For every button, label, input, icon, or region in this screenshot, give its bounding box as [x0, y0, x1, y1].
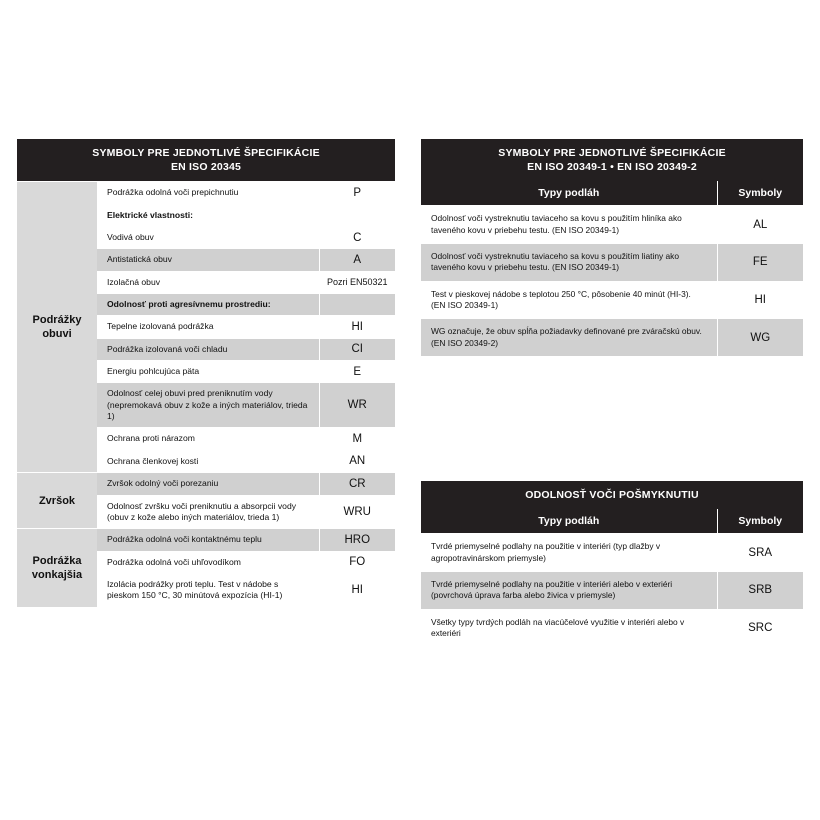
- table-row: [421, 281, 803, 319]
- spec-description: Energiu pohlcujúca päta: [97, 361, 319, 383]
- spec-symbol: HRO: [319, 529, 395, 551]
- spec-symbol: AL: [717, 206, 803, 244]
- spec-symbol: WRU: [319, 495, 395, 529]
- column-header-symbols: Symboly: [717, 181, 803, 206]
- table-row: [17, 473, 395, 495]
- section-label-soles-line2: obuvi: [42, 328, 72, 341]
- column-header-floor-types: Typy podláh: [421, 509, 717, 534]
- spec-description: WG označuje, že obuv spĺňa požiadavky definované pre zváračskú obuv. (EN ISO 20349-2): [421, 319, 717, 356]
- spec-symbol: HI: [319, 316, 395, 338]
- right-table-header-line1: SYMBOLY PRE JEDNOTLIVÉ ŠPECIFIKÁCIE: [498, 147, 726, 159]
- right-table-header-row: [421, 139, 803, 181]
- table-row: [421, 319, 803, 356]
- right-table-header: [421, 139, 803, 181]
- spec-symbol: SRB: [717, 571, 803, 609]
- spec-symbol: SRA: [717, 534, 803, 572]
- spec-description: Antistatická obuv: [97, 249, 319, 271]
- spec-description: Odolnosť voči vystreknutiu taviaceho sa kovu s použitím liatiny ako taveného kovu v priebehu testu. (EN ISO 20349-1): [421, 244, 717, 282]
- spec-symbol: [319, 294, 395, 316]
- spec-description: Podrážka izolovaná voči chladu: [97, 338, 319, 360]
- slip-table-header-row: [421, 481, 803, 509]
- spec-symbol: CR: [319, 473, 395, 495]
- left-table-header-line2: EN ISO 20345: [170, 161, 242, 174]
- section-label-outsole-line2: vonkajšia: [31, 568, 83, 581]
- section-label-outsole: [17, 529, 97, 607]
- spec-symbol: P: [319, 182, 395, 204]
- right-table-header-line2: EN ISO 20349-1 • EN ISO 20349-2: [527, 161, 697, 174]
- section-label-upper: [17, 473, 97, 529]
- spec-symbol: WR: [319, 383, 395, 428]
- spec-description: Izolačná obuv: [97, 271, 319, 293]
- spec-symbol: Pozri EN50321: [319, 271, 395, 293]
- left-specification-table: [17, 139, 395, 607]
- spec-description: Odolnosť celej obuvi pred preniknutím vody (nepremokavá obuv z kože a iných materiálov, trieda 1): [97, 383, 319, 428]
- table-row: [421, 534, 803, 572]
- left-table-header: [17, 139, 395, 182]
- spec-description: Odolnosť zvršku voči preniknutiu a absorpcii vody (obuv z kože alebo iných materiálov, trieda 1): [97, 495, 319, 529]
- spec-description: Podrážka odolná voči prepichnutiu: [97, 182, 319, 204]
- right-specification-table: [421, 139, 803, 356]
- section-label-soles-line1: Podrážky: [32, 313, 82, 326]
- spec-symbol: HI: [319, 573, 395, 606]
- left-table-header-line1: SYMBOLY PRE JEDNOTLIVÉ ŠPECIFIKÁCIE: [92, 147, 320, 159]
- spec-description: Test v pieskovej nádobe s teplotou 250 °C, pôsobenie 40 minút (HI-3). (EN ISO 20349-1): [421, 281, 717, 319]
- table-row: [421, 206, 803, 244]
- spec-symbol: SRC: [717, 609, 803, 646]
- spec-symbol: [319, 204, 395, 226]
- spec-symbol: WG: [717, 319, 803, 356]
- left-table-header-row: [17, 139, 395, 182]
- spec-description: Tepelne izolovaná podrážka: [97, 316, 319, 338]
- slip-table-header: ODOLNOSŤ VOČI POŠMYKNUTIU: [421, 481, 803, 509]
- spec-description: Zvršok odolný voči porezaniu: [97, 473, 319, 495]
- table-row: [17, 529, 395, 551]
- spec-symbol: HI: [717, 281, 803, 319]
- spec-description: Tvrdé priemyselné podlahy na použitie v interiéri alebo v exteriéri (povrchová úprava farba alebo živica v priemysle): [421, 571, 717, 609]
- column-header-symbols: Symboly: [717, 509, 803, 534]
- spec-symbol: FO: [319, 551, 395, 573]
- spec-description: Ochrana proti nárazom: [97, 428, 319, 450]
- slip-resistance-table: [421, 481, 803, 646]
- table-row: [421, 609, 803, 646]
- spec-symbol: A: [319, 249, 395, 271]
- section-label-soles: [17, 182, 97, 473]
- spec-description: Odolnosť proti agresívnemu prostrediu:: [97, 294, 319, 316]
- spec-description: Podrážka odolná voči uhľovodíkom: [97, 551, 319, 573]
- spec-description: Ochrana členkovej kosti: [97, 450, 319, 472]
- spec-description: Vodivá obuv: [97, 227, 319, 249]
- spec-symbol: CI: [319, 338, 395, 360]
- spec-symbol: C: [319, 227, 395, 249]
- spec-symbol: E: [319, 361, 395, 383]
- spec-symbol: M: [319, 428, 395, 450]
- spec-symbol: AN: [319, 450, 395, 472]
- spec-description: Elektrické vlastnosti:: [97, 204, 319, 226]
- section-label-outsole-line1: Podrážka: [32, 554, 82, 567]
- spec-description: Izolácia podrážky proti teplu. Test v nádobe s pieskom 150 °C, 30 minútová expozícia (HI-1): [97, 573, 319, 606]
- spec-description: Všetky typy tvrdých podláh na viacúčelové využitie v interiéri alebo v exteriéri: [421, 609, 717, 646]
- table-row: [421, 571, 803, 609]
- column-header-floor-types: Typy podláh: [421, 181, 717, 206]
- table-row: [421, 244, 803, 282]
- spec-description: Podrážka odolná voči kontaktnému teplu: [97, 529, 319, 551]
- spec-symbol: FE: [717, 244, 803, 282]
- table-row: [17, 182, 395, 204]
- right-table-subheader-row: [421, 181, 803, 206]
- slip-table-subheader-row: [421, 509, 803, 534]
- spec-description: Tvrdé priemyselné podlahy na použitie v interiéri (typ dlažby v agropotravinárskom priemysle): [421, 534, 717, 572]
- spec-description: Odolnosť voči vystreknutiu taviaceho sa kovu s použitím hliníka ako taveného kovu v priebehu testu. (EN ISO 20349-1): [421, 206, 717, 244]
- section-label-upper-line1: Zvršok: [38, 494, 76, 507]
